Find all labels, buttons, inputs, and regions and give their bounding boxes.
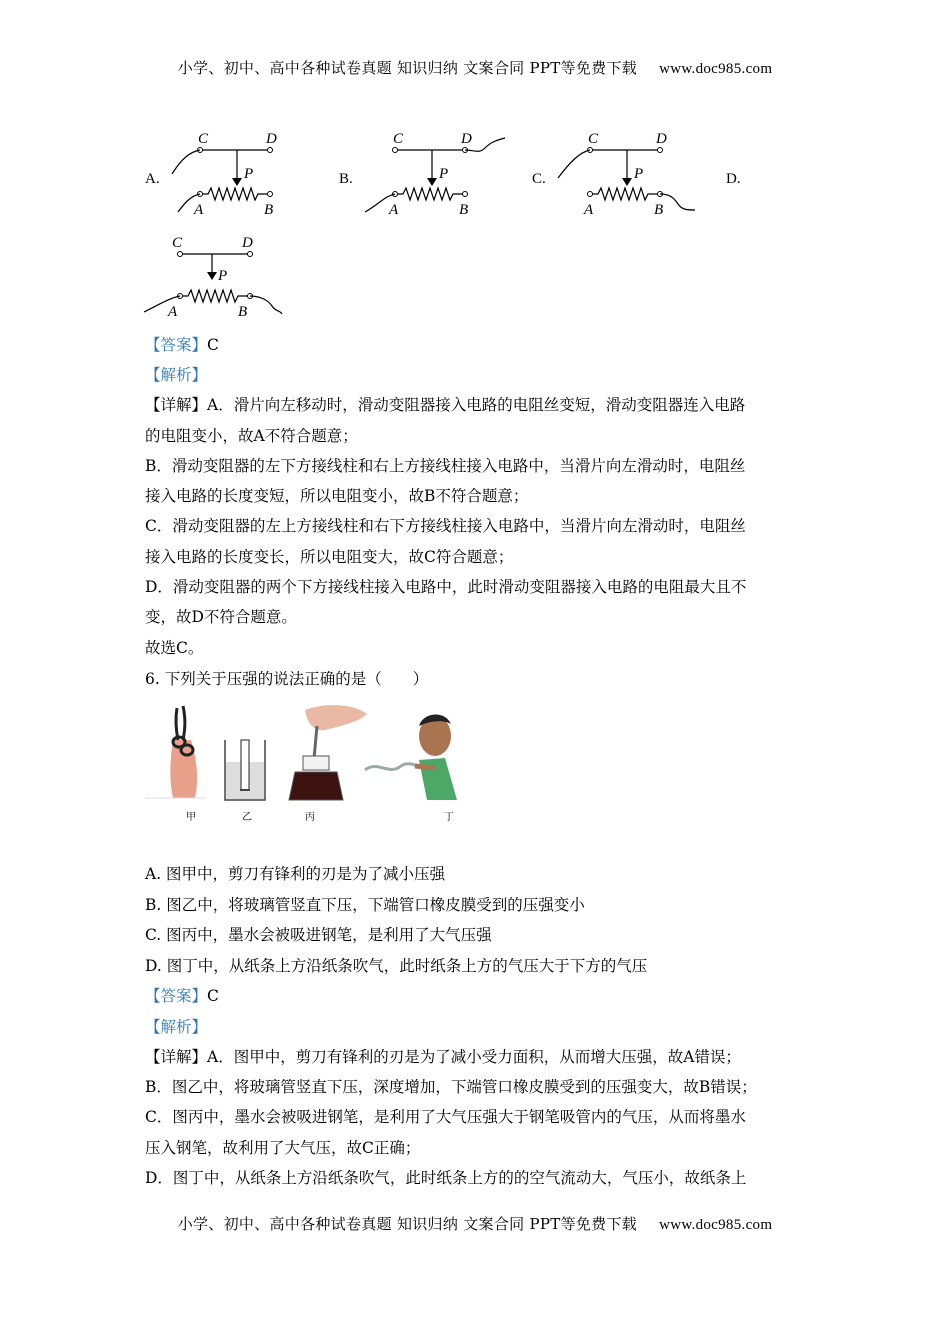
q6-option-c: C. 图丙中，墨水会被吸进钢笔，是利用了大气压强	[145, 926, 492, 944]
q5-option-a-label: A.	[145, 171, 160, 187]
page-footer: 小学、初中、高中各种试卷真题 知识归纳 文案合同 PPT等免费下载 www.doc985.com	[177, 1215, 773, 1233]
q6-option-b: B. 图乙中，将玻璃管竖直下压，下端管口橡皮膜受到的压强变小	[145, 896, 585, 914]
terminal-p: P	[439, 166, 449, 182]
caption-ding: 丁	[444, 812, 454, 823]
rheostat-diagram-b	[355, 128, 515, 220]
terminal-a: A	[584, 202, 594, 218]
rheostat-diagram-c	[550, 128, 700, 220]
terminal-d: D	[656, 131, 667, 147]
terminal-b: B	[459, 202, 469, 218]
terminal-a: A	[389, 202, 399, 218]
q6-detail-line: C．图丙中，墨水会被吸进钢笔，是利用了大气压强大于钢笔吸管内的气压，从而将墨水	[145, 1108, 746, 1126]
q5-detail-line: 接入电路的长度变短，所以电阻变小，故B不符合题意；	[145, 487, 529, 505]
q6-option-d: D. 图丁中，从纸条上方沿纸条吹气，此时纸条上方的气压大于下方的气压	[145, 957, 648, 975]
q6-option-a: A. 图甲中，剪刀有锋利的刃是为了减小压强	[145, 865, 446, 883]
q6-answer: 【答案】C	[145, 987, 219, 1005]
scissors-figure	[145, 706, 205, 798]
page-header: 小学、初中、高中各种试卷真题 知识归纳 文案合同 PPT等免费下载 www.doc985.com	[177, 59, 773, 77]
terminal-b: B	[238, 304, 248, 320]
boy-blowing-figure	[365, 714, 457, 800]
caption-yi: 乙	[242, 812, 252, 823]
terminal-c: C	[172, 235, 183, 251]
header-url[interactable]: www.doc985.com	[659, 61, 773, 77]
terminal-a: A	[194, 202, 204, 218]
q6-figures	[145, 700, 470, 805]
rheostat-diagram-a	[160, 128, 290, 220]
q5-detail-line: 【详解】A．滑片向左移动时，滑动变阻器接入电路的电阻丝变短，滑动变阻器连入电路	[145, 396, 746, 414]
beaker-figure	[225, 740, 265, 800]
q5-detail-line: 的电阻变小，故A不符合题意；	[145, 427, 358, 445]
caption-bing: 丙	[305, 812, 315, 823]
q5-detail-line: C．滑动变阻器的左上方接线柱和右下方接线柱接入电路中，当滑片向左滑动时，电阻丝	[145, 517, 746, 535]
q5-detail-line: 故选C。	[145, 639, 204, 657]
caption-jia: 甲	[186, 812, 196, 823]
q6-detail-line: B．图乙中，将玻璃管竖直下压，深度增加，下端管口橡皮膜受到的压强变大，故B错误；	[145, 1078, 757, 1096]
q5-analysis-tag: 【解析】	[145, 366, 208, 384]
terminal-d: D	[266, 131, 277, 147]
terminal-b: B	[264, 202, 274, 218]
q5-detail-line: B．滑动变阻器的左下方接线柱和右上方接线柱接入电路中，当滑片向左滑动时，电阻丝	[145, 457, 746, 475]
terminal-p: P	[218, 268, 228, 284]
q6-detail-line: 压入钢笔，故利用了大气压，故C正确；	[145, 1139, 421, 1157]
ink-bottle-figure	[289, 705, 367, 800]
terminal-p: P	[244, 166, 254, 182]
terminal-b: B	[654, 202, 664, 218]
q6-detail-line: 【详解】A．图甲中，剪刀有锋利的刃是为了减小受力面积，从而增大压强，故A错误；	[145, 1048, 741, 1066]
q5-option-d-label: D.	[726, 171, 741, 187]
q5-answer: 【答案】C	[145, 336, 219, 354]
q5-detail-line: 变，故D不符合题意。	[145, 608, 297, 626]
q5-option-c-label: C.	[532, 171, 546, 187]
terminal-a: A	[168, 304, 178, 320]
footer-url[interactable]: www.doc985.com	[659, 1217, 773, 1233]
rheostat-diagram-d	[140, 232, 285, 324]
q5-detail-line: D．滑动变阻器的两个下方接线柱接入电路中，此时滑动变阻器接入电路的电阻最大且不	[145, 578, 747, 596]
q5-option-b-label: B.	[339, 171, 353, 187]
q6-question: 6. 下列关于压强的说法正确的是（ ）	[145, 670, 429, 688]
terminal-d: D	[242, 235, 253, 251]
q6-detail-line: D．图丁中，从纸条上方沿纸条吹气，此时纸条上方的的空气流动大，气压小，故纸条上	[145, 1169, 747, 1187]
q6-analysis-tag: 【解析】	[145, 1018, 208, 1036]
terminal-c: C	[588, 131, 599, 147]
q5-detail-line: 接入电路的长度变长，所以电阻变大，故C符合题意；	[145, 548, 514, 566]
terminal-p: P	[634, 166, 644, 182]
terminal-c: C	[198, 131, 209, 147]
terminal-d: D	[461, 131, 472, 147]
terminal-c: C	[393, 131, 404, 147]
